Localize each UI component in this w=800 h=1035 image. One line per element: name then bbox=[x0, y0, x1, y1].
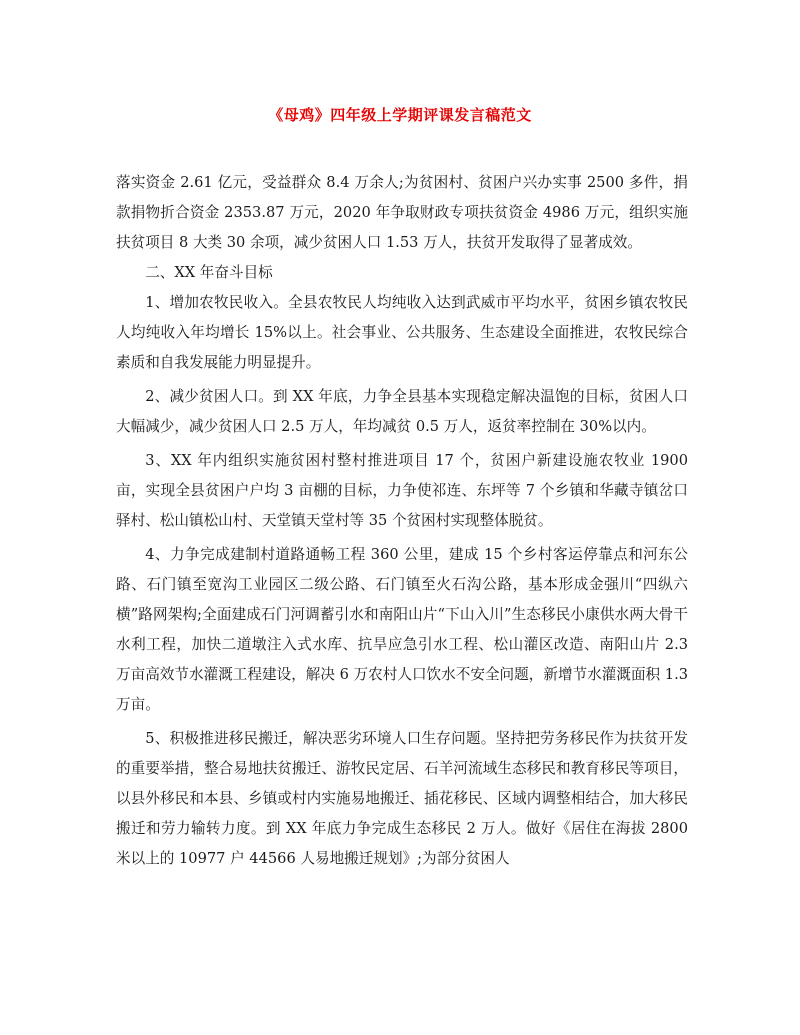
paragraph-goal-3: 3、XX 年内组织实施贫困村整村推进项目 17 个，贫困户新建设施农牧业 1900 亩，实现全县贫困户户均 3 亩棚的目标，力争使祁连、东坪等 7 个乡镇和华藏寺镇岔口驿村、松山镇松山村、天堂镇天堂村等 35 个贫困村实现整体脱贫。 bbox=[116, 452, 688, 529]
paragraph-goal-5: 5、积极推进移民搬迁，解决恶劣环境人口生存问题。坚持把劳务移民作为扶贫开发的重要举措，整合易地扶贫搬迁、游牧民定居、石羊河流域生态移民和教育移民等项目，以县外移民和本县、乡镇或村内实施易地搬迁、插花移民、区域内调整相结合，加大移民搬迁和劳力输转力度。到 XX 年底力争完成生态移民 2 万人。做好《居住在海拔 2800 米以上的 10977 户 44566 人易地搬迁规划》;为部分贫困人 bbox=[116, 730, 688, 867]
paragraph-goal-4: 4、力争完成建制村道路通畅工程 360 公里，建成 15 个乡村客运停靠点和河东公路、石门镇至宽沟工业园区二级公路、石门镇至火石沟公路，基本形成金强川“四纵六横”路网架构;全面建成石门河调蓄引水和南阳山片“下山入川”生态移民小康供水两大骨干水利工程，加快二道墩注入式水库、抗旱应急引水工程、松山灌区改造、南阳山片 2.3 万亩高效节水灌溉工程建设，解决 6 万农村人口饮水不安全问题，新增节水灌溉面积 1.3 万亩。 bbox=[116, 546, 688, 713]
paragraph-intro: 落实资金 2.61 亿元，受益群众 8.4 万余人;为贫困村、贫困户兴办实事 2500 多件，捐款捐物折合资金 2353.87 万元，2020 年争取财政专项扶贫资金 4986 万元，组织实施扶贫项目 8 大类 30 余项，减少贫困人口 1.53 万人，扶贫开发取得了显著成效。 bbox=[116, 174, 688, 251]
document-title: 《母鸡》四年级上学期评课发言稿范文 bbox=[268, 106, 532, 124]
document-body bbox=[116, 168, 688, 874]
paragraph-goal-1: 1、增加农牧民收入。全县农牧民人均纯收入达到武威市平均水平，贫困乡镇农牧民人均纯收入年均增长 15%以上。社会事业、公共服务、生态建设全面推进，农牧民综合素质和自我发展能力明显提升。 bbox=[116, 294, 688, 371]
section-heading: 二、XX 年奋斗目标 bbox=[145, 264, 273, 281]
paragraph-goal-2: 2、减少贫困人口。到 XX 年底，力争全县基本实现稳定解决温饱的目标，贫困人口大幅减少，减少贫困人口 2.5 万人，年均减贫 0.5 万人，返贫率控制在 30%以内。 bbox=[116, 388, 688, 435]
